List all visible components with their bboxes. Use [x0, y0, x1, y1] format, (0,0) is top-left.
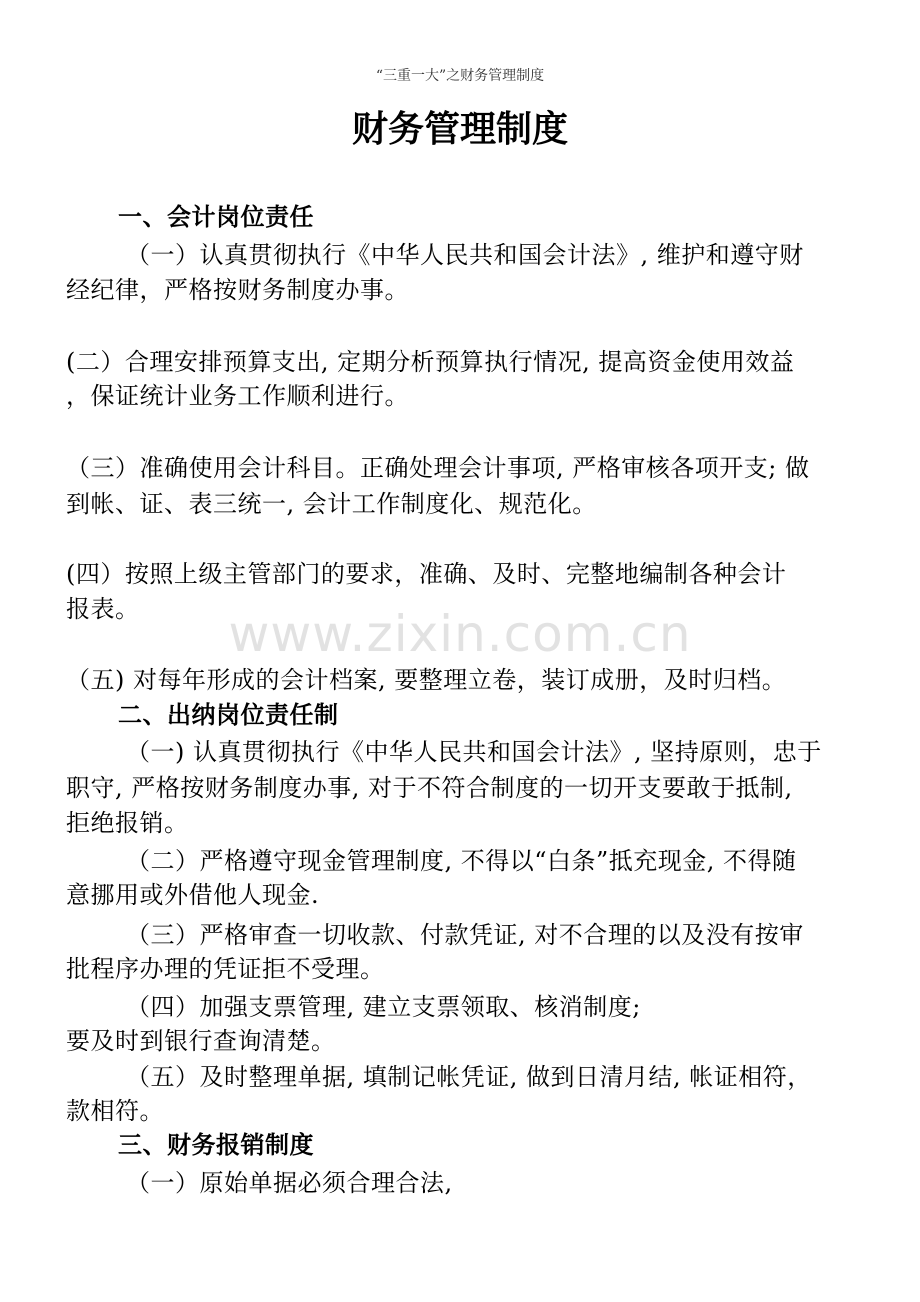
paragraph-line: （四）加强支票管理, 建立支票领取、核消制度; [126, 993, 641, 1021]
paragraph-line: （三）严格审查一切收款、付款凭证, 对不合理的以及没有按审 [126, 921, 804, 949]
section-heading-reimbursement: 三、财务报销制度 [118, 1130, 314, 1159]
paragraph-line: 经纪律，严格按财务制度办事。 [66, 276, 409, 304]
paragraph-line: （三）准确使用会计科目。正确处理会计事项, 严格审核各项开支; 做 [66, 454, 810, 482]
paragraph-line: 批程序办理的凭证拒不受理。 [66, 955, 385, 983]
paragraph-line: 要及时到银行查询清楚。 [66, 1027, 336, 1055]
paragraph-line: 拒绝报销。 [66, 809, 189, 837]
paragraph-line: （二）严格遵守现金管理制度, 不得以“白条”抵充现金, 不得随 [126, 847, 797, 875]
paragraph-line: 报表。 [66, 595, 140, 623]
paragraph-line: （五）及时整理单据, 填制记帐凭证, 做到日清月结, 帐证相符， [126, 1063, 812, 1091]
section-heading-cashier: 二、出纳岗位责任制 [118, 700, 339, 729]
section-heading-accounting: 一、会计岗位责任 [118, 202, 314, 231]
paragraph-line: 款相符。 [66, 1097, 164, 1125]
paragraph-line: 到帐、证、表三统一, 会计工作制度化、规范化。 [66, 490, 597, 518]
paragraph-line: (二）合理安排预算支出, 定期分析预算执行情况, 提高资金使用效益 [66, 348, 795, 376]
paragraph-line: （五) 对每年形成的会计档案, 要整理立卷，装订成册，及时归档。 [66, 666, 787, 694]
document-title: 财务管理制度 [351, 108, 568, 150]
paragraph-line: （一）原始单据必须合理合法, [126, 1169, 453, 1197]
page-header: “三重一大”之财务管理制度 [375, 68, 545, 84]
paragraph-line: 职守, 严格按财务制度办事, 对于不符合制度的一切开支要敢于抵制, [66, 774, 793, 802]
paragraph-line: ，保证统计业务工作顺利进行。 [66, 382, 409, 410]
paragraph-line: （一）认真贯彻执行《中华人民共和国会计法》, 维护和遵守财 [126, 241, 804, 269]
watermark: www.zixin.com.cn [228, 605, 692, 663]
paragraph-line: 意挪用或外借他人现金. [66, 881, 320, 909]
paragraph-line: (四）按照上级主管部门的要求，准确、及时、完整地编制各种会计 [66, 560, 787, 588]
paragraph-line: （一) 认真贯彻执行《中华人民共和国会计法》, 坚持原则，忠于 [126, 738, 822, 766]
